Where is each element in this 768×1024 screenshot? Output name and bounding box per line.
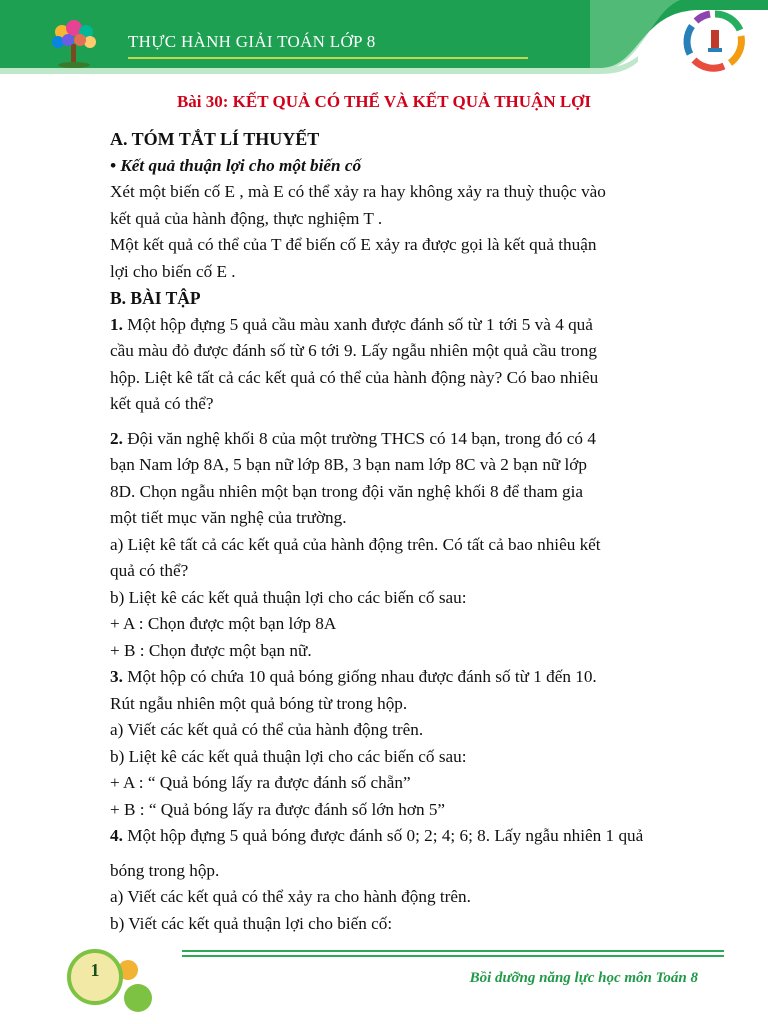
exercise-number: 1.: [110, 314, 123, 334]
theory-line: kết quả của hành động, thực nghiệm T .: [110, 208, 383, 228]
exercise-line: a) Viết các kết quả có thể của hành động trên.: [110, 720, 424, 739]
exercise-3: [110, 664, 695, 691]
section-b-heading: B. BÀI TẬP: [110, 288, 201, 308]
exercise-line: cầu màu đỏ được đánh số từ 6 tới 9. Lấy ngẫu nhiên một quả cầu trong: [110, 341, 597, 360]
header-title: THỰC HÀNH GIẢI TOÁN LỚP 8: [128, 32, 376, 51]
footer-divider: [182, 950, 724, 952]
exercise-text: Một hộp đựng 5 quả bóng được đánh số 0; 2; 4; 6; 8. Lấy ngẫu nhiên 1 quả: [122, 826, 644, 845]
exercise-line: quả có thể?: [110, 561, 189, 580]
exercise-line: a) Liệt kê tất cả các kết quả của hành động trên. Có tất cả bao nhiêu kết: [110, 534, 601, 554]
footer-divider: [182, 955, 724, 957]
exercise-line: Rút ngẫu nhiên một quả bóng từ trong hộp.: [110, 693, 408, 713]
exercise-line: + B : Chọn được một bạn nữ.: [110, 640, 312, 660]
theory-line: Xét một biến cố E , mà E có thể xảy ra hay không xảy ra thuỳ thuộc vào: [110, 182, 606, 201]
section-a-heading: A. TÓM TẮT LÍ THUYẾT: [110, 129, 320, 149]
page-number-badge-icon: [58, 940, 168, 1020]
exercise-line: + A : “ Quả bóng lấy ra được đánh số chẵn”: [110, 773, 411, 792]
exercise-text: Đội văn nghệ khối 8 của một trường THCS có 14 bạn, trong đó có 4: [122, 428, 596, 448]
exercise-line: b) Viết các kết quả thuận lợi cho biến cố:: [110, 913, 393, 933]
exercise-number: 2.: [110, 428, 123, 448]
tree-logo-icon: [46, 18, 102, 70]
lesson-title: Bài 30: KẾT QUẢ CÓ THỂ VÀ KẾT QUẢ THUẬN LỢI: [176, 92, 592, 111]
theory-line: lợi cho biến cố E .: [110, 261, 236, 281]
exercise-line: + B : “ Quả bóng lấy ra được đánh số lớn hơn 5”: [110, 799, 446, 819]
exercise-line: 8D. Chọn ngẫu nhiên một bạn trong đội văn nghệ khối 8 để tham gia: [110, 481, 584, 501]
exercise-2: [110, 426, 695, 453]
exercise-number: 3.: [110, 667, 123, 686]
exercise-line: a) Viết các kết quả có thể xảy ra cho hành động trên.: [110, 887, 471, 906]
exercise-text: Một hộp có chứa 10 quả bóng giống nhau được đánh số từ 1 đến 10.: [122, 667, 597, 686]
people-circle-logo-icon: [680, 8, 750, 74]
section-a-bullet: • Kết quả thuận lợi cho một biến cố: [110, 155, 362, 175]
header-banner: [0, 0, 768, 80]
exercise-line: b) Liệt kê các kết quả thuận lợi cho các biến cố sau:: [110, 587, 467, 607]
page-content: [110, 122, 695, 937]
exercise-line: một tiết mục văn nghệ của trường.: [110, 508, 347, 527]
header-background: [0, 0, 768, 80]
exercise-line: bạn Nam lớp 8A, 5 bạn nữ lớp 8B, 3 bạn nam lớp 8C và 2 bạn nữ lớp: [110, 455, 587, 474]
theory-line: Một kết quả có thể của T để biến cố E xảy ra được gọi là kết quả thuận: [110, 235, 597, 254]
exercise-number: 4.: [110, 826, 123, 845]
footer-text: Bồi dưỡng năng lực học môn Toán 8: [469, 970, 698, 986]
exercise-4: [110, 823, 695, 850]
exercise-line: + A : Chọn được một bạn lớp 8A: [110, 614, 337, 633]
exercise-line: hộp. Liệt kê tất cả các kết quả có thể của hành động này? Có bao nhiêu: [110, 367, 599, 387]
exercise-line: b) Liệt kê các kết quả thuận lợi cho các biến cố sau:: [110, 746, 467, 766]
exercise-line: bóng trong hộp.: [110, 860, 220, 880]
exercise-1: [110, 312, 695, 339]
exercise-text: Một hộp đựng 5 quả cầu màu xanh được đánh số từ 1 tới 5 và 4 quả: [122, 314, 593, 334]
exercise-line: kết quả có thể?: [110, 394, 214, 413]
page-number: 1: [90, 960, 100, 980]
